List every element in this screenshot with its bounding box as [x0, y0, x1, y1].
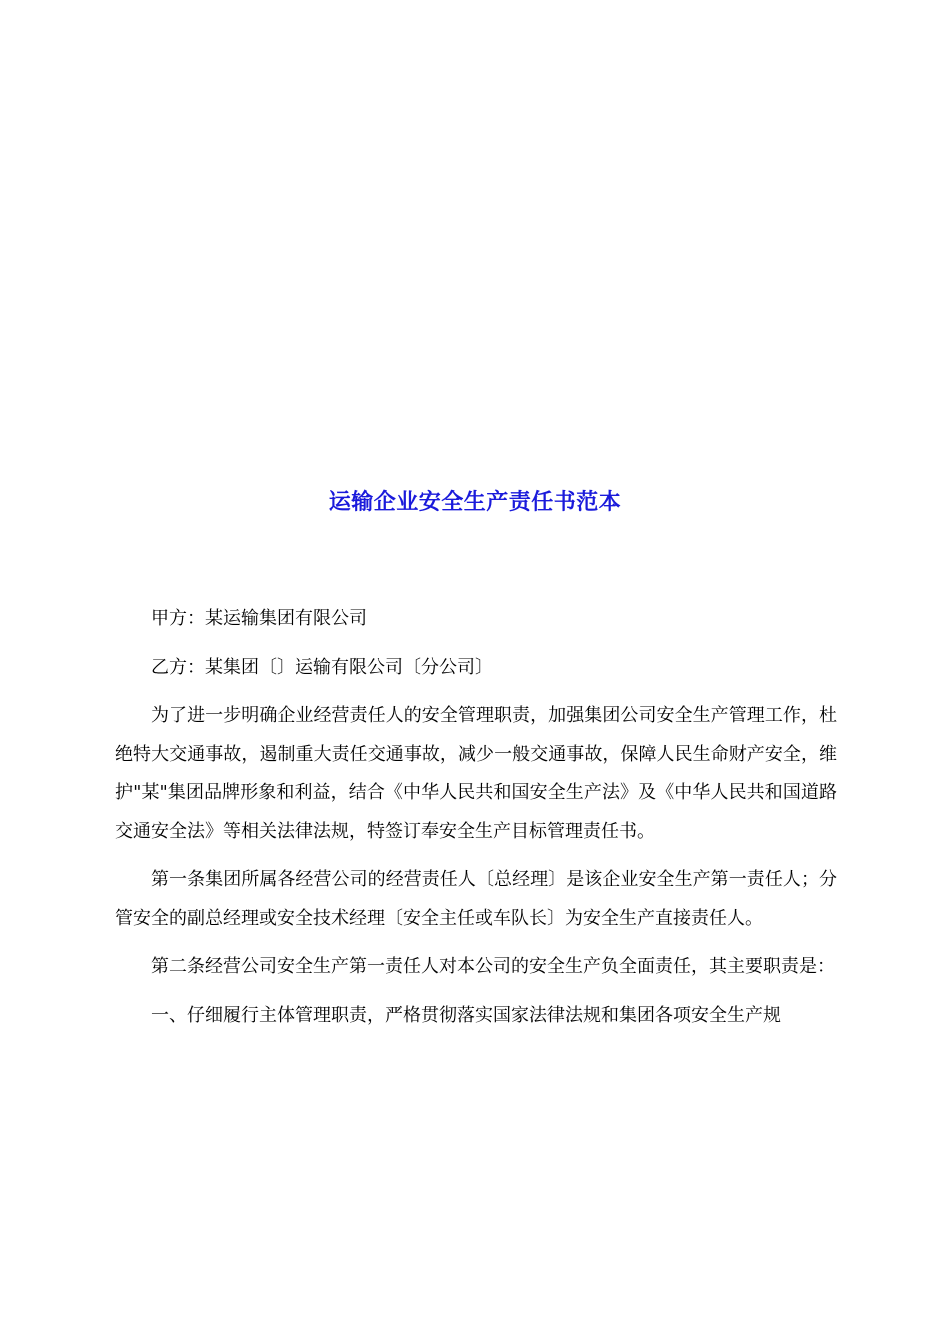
intro-paragraph: 为了进一步明确企业经营责任人的安全管理职责，加强集团公司安全生产管理工作，杜绝特大交通事故，遏制重大责任交通事故，减少一般交通事故，保障人民生命财产安全，维护"某"集团品牌形象和利益，结合《中华人民共和国安全生产法》及《中华人民共和国道路交通安全法》等相关法律法规，特签订奉安全生产目标管理责任书。 [115, 705, 837, 842]
article-one-paragraph: 第一条集团所属各经营公司的经营责任人〔总经理〕是该企业安全生产第一责任人；分管安全的副总经理或安全技术经理〔安全主任或车队长〕为安全生产直接责任人。 [115, 869, 837, 929]
clause-one-paragraph: 一、仔细履行主体管理职责，严格贯彻落实国家法律法规和集团各项安全生产规 [151, 1004, 781, 1026]
document-title: 运输企业安全生产责任书范本 [328, 490, 622, 515]
article-two-paragraph: 第二条经营公司安全生产第一责任人对本公司的安全生产负全面责任，其主要职责是： [151, 956, 835, 977]
party-b-line: 乙方：某集团〔〕运输有限公司〔分公司〕 [151, 656, 493, 678]
party-a-line: 甲方：某运输集团有限公司 [151, 608, 367, 629]
document-body [115, 600, 837, 1035]
